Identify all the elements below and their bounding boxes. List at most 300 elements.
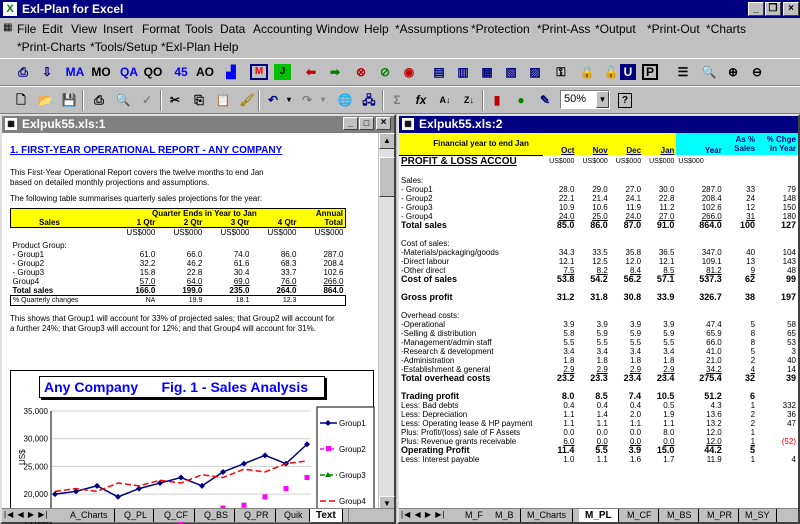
data-point [94, 483, 100, 489]
pl-cell: 2.9 [663, 365, 675, 374]
print-icon[interactable]: ⎙ [94, 93, 104, 107]
pl-row-label: Cost of sales [401, 274, 458, 284]
zoom-icon[interactable]: 🔍 [701, 65, 717, 79]
pl-cell: 27.0 [658, 212, 675, 221]
pl-cell: 27.0 [625, 185, 642, 194]
app-icon[interactable]: X [3, 2, 17, 16]
cell: 74.0 [233, 250, 250, 259]
legend-label: Group4 [339, 497, 366, 506]
j-button[interactable]: J [274, 64, 291, 80]
pl-cell [643, 302, 676, 311]
pl-cell [576, 302, 609, 311]
pl-cell: 1.9 [663, 410, 675, 419]
pl-cell: 143 [782, 257, 796, 266]
redo-dropdown-icon[interactable]: ▾ [320, 95, 325, 104]
data-point [52, 491, 58, 497]
pl-cell: 12.1 [558, 257, 575, 266]
menu-data[interactable]: Data [220, 22, 246, 36]
grid-2-icon[interactable]: ▥ [457, 65, 469, 79]
pct-change-header-2: in Year [769, 144, 796, 153]
pl-cell: 1.1 [629, 419, 642, 428]
cell: 46.2 [186, 259, 203, 268]
tab-q-cf[interactable]: Q_CF [158, 509, 195, 522]
tab-m-pr[interactable]: M_PR [701, 509, 739, 522]
pl-cell [643, 230, 676, 239]
pl-cell [610, 230, 643, 239]
pl-row [399, 275, 798, 284]
pl-cell: 12 [746, 203, 756, 212]
redo-icon[interactable]: ↷ [301, 93, 313, 107]
pl-cell: 13.6 [706, 410, 722, 419]
tab-m-charts[interactable]: M_Charts [521, 509, 573, 522]
pl-row-label: Less: Bad debts [401, 401, 459, 410]
pl-cell: 65 [787, 329, 796, 338]
tab-quik[interactable]: Quik [278, 509, 310, 522]
pl-cell: 15.0 [656, 445, 675, 455]
quarterly-assumptions-button[interactable]: QA [120, 65, 138, 79]
help-icon[interactable]: ? [618, 93, 632, 108]
pl-row-label: Operating Profit [401, 445, 470, 455]
print-report-icon[interactable]: ⎙ [18, 65, 28, 79]
pl-cell: 100 [740, 220, 756, 230]
web-toolbar-icon[interactable]: 🖧 [362, 93, 376, 107]
tab-a-charts[interactable]: A_Charts [64, 509, 115, 522]
pl-cell: 0.4 [563, 401, 575, 410]
report-para-3b: a further 24%; that Group3 will account for 12%; and that Group4 will account for 31%. [10, 324, 316, 333]
pl-cell: 2 [750, 356, 756, 365]
monthly-output-button[interactable]: MO [91, 65, 111, 79]
chart-plot [11, 405, 375, 513]
zoom-in-icon[interactable]: ⊕ [727, 65, 739, 79]
pl-cell: 1.6 [629, 455, 642, 464]
unit-cell: US$000 [649, 157, 675, 165]
print-setup-icon[interactable]: ⇩ [41, 65, 53, 79]
col-header: 1 Qtr [136, 218, 156, 227]
zoom-out-icon[interactable]: ⊖ [751, 65, 763, 79]
left-hscroll[interactable] [348, 509, 392, 522]
pl-cell: 11.4 [557, 445, 575, 455]
pl-cell: 1.8 [596, 356, 608, 365]
pl-row-label: Less: Interest payable [401, 455, 480, 464]
open-folder-icon[interactable]: 📂 [37, 93, 53, 107]
grid-5-icon[interactable]: ▨ [529, 65, 541, 79]
pl-cell: 21.4 [592, 194, 608, 203]
menu-output[interactable]: *Output [595, 22, 636, 36]
button-45[interactable]: 45 [174, 65, 188, 79]
pl-cell: 1.1 [663, 419, 675, 428]
pl-cell: 99 [785, 274, 796, 284]
pl-cell: 1.7 [663, 455, 675, 464]
report-heading: 1. FIRST-YEAR OPERATIONAL REPORT - ANY COMPANY [10, 145, 283, 156]
cell: 15.8 [139, 268, 156, 277]
cell: 57.0 [139, 277, 156, 286]
pl-cell [543, 302, 576, 311]
cell: 287.0 [323, 250, 344, 259]
tab-q-pr[interactable]: Q_PR [238, 509, 276, 522]
u-button[interactable]: U [620, 64, 636, 80]
left-window-title: Exlpuk55.xls:1 [22, 117, 106, 131]
pl-cell [543, 176, 576, 185]
m-button[interactable]: M [250, 64, 268, 80]
pl-cell: 1.1 [563, 419, 575, 428]
col-header: 3 Qtr [230, 218, 250, 227]
pl-cell: 127 [780, 220, 796, 230]
p-button[interactable]: P [642, 64, 658, 80]
pl-cell: 28.0 [558, 185, 575, 194]
menu-window[interactable]: Window [316, 22, 359, 36]
pl-row-label: -Administration [401, 356, 455, 365]
tab-m-sy[interactable]: M_SY [739, 509, 777, 522]
sort-descending-icon[interactable]: Z↓ [464, 95, 474, 105]
tab-text[interactable]: Text [310, 509, 343, 522]
pl-row [399, 410, 798, 419]
menu-file[interactable]: File [17, 22, 37, 36]
legend-label: Group1 [339, 419, 366, 428]
lock-icon[interactable]: 🔒 [579, 65, 595, 79]
row-label: Total sales [12, 286, 54, 295]
cell: 19.9 [188, 297, 203, 304]
pl-row [399, 311, 798, 320]
tab-nav-arrows[interactable]: |◀ ◀ ▶ ▶| [4, 510, 49, 519]
hyperlink-icon[interactable]: 🌐 [337, 93, 353, 107]
pl-row [399, 455, 798, 464]
menu-print-ass[interactable]: *Print-Ass [537, 22, 591, 36]
monthly-assumptions-button[interactable]: MA [65, 65, 85, 79]
pl-row-label: Less: Depreciation [401, 410, 468, 419]
right-window-icon[interactable]: ▦ [402, 118, 414, 130]
menu-insert[interactable]: Insert [103, 22, 134, 36]
right-sheet-tabs [399, 508, 798, 522]
pl-cell: 1 [750, 455, 756, 464]
left-maximize-icon[interactable]: □ [359, 117, 374, 130]
pl-row [399, 203, 798, 212]
pl-cell: 44.2 [704, 445, 722, 455]
data-point [262, 452, 268, 458]
annual-output-button[interactable]: AO [196, 65, 214, 79]
paste-icon[interactable]: 📋 [215, 93, 231, 107]
zoom-dropdown-icon[interactable]: ▼ [596, 91, 609, 108]
format-painter-icon[interactable]: 🖌 [239, 93, 255, 107]
workbook-icon[interactable]: ▦ [3, 22, 13, 33]
pl-cell [676, 230, 723, 239]
map-icon[interactable]: ● [517, 93, 525, 107]
tab-m-pl[interactable]: M_PL [579, 509, 619, 522]
pl-cell: 12.0 [625, 257, 642, 266]
pl-cell [757, 446, 798, 455]
cell: 33.7 [280, 268, 297, 277]
pl-cell: 347.0 [701, 248, 722, 257]
tab-m-f[interactable]: M_F [459, 509, 490, 522]
pl-cell: 102.6 [701, 203, 722, 212]
spellcheck-icon[interactable]: ✓ [141, 93, 153, 107]
pl-cell [676, 302, 723, 311]
y-tick-label: 35,000 [23, 407, 48, 416]
pl-cell [757, 428, 798, 437]
menu-help[interactable]: Help [364, 22, 389, 36]
pl-row [399, 257, 798, 266]
restore-icon[interactable]: ❐ [765, 2, 781, 16]
quarterly-changes-row [11, 296, 346, 306]
pl-cell: 5.9 [596, 329, 608, 338]
pl-cell: 104 [782, 248, 796, 257]
pl-row-label: Less: Operating lease & HP payment [401, 419, 533, 428]
check-green-icon[interactable]: ⊘ [379, 65, 391, 79]
pl-cell: 66.0 [706, 338, 722, 347]
pl-cell: 3 [791, 347, 796, 356]
app-title: Exl-Plan for Excel [22, 2, 124, 16]
pl-cell: 31.8 [590, 292, 608, 302]
pl-cell: 2 [750, 410, 756, 419]
pl-cell: 332 [782, 401, 796, 410]
drawing-icon[interactable]: ✎ [539, 93, 551, 107]
pl-cell: 4 [750, 365, 756, 374]
menu-charts[interactable]: *Charts [706, 22, 747, 36]
cut-icon[interactable]: ✂ [169, 93, 181, 107]
pl-cell: 3.9 [629, 320, 642, 329]
pl-cell [543, 311, 576, 320]
arrow-left-icon[interactable]: ⬅ [305, 65, 317, 79]
pl-row-label: Total overhead costs [401, 373, 491, 383]
unlock-icon[interactable]: 🔓 [603, 65, 619, 79]
pl-row-label: -Operational [401, 320, 446, 329]
pl-cell: 2.9 [596, 365, 608, 374]
left-close-icon[interactable]: × [376, 117, 391, 130]
pl-cell: 48 [787, 266, 796, 275]
quarter-ends-header: Quarter Ends in Year to Jan [151, 209, 257, 218]
sort-ascending-icon[interactable]: A↓ [439, 95, 451, 105]
target-icon[interactable]: ◉ [403, 65, 415, 79]
list-icon[interactable]: ☰ [677, 65, 689, 79]
grid-4-icon[interactable]: ▧ [505, 65, 517, 79]
cell: 864.0 [323, 286, 344, 295]
cell: 235.0 [229, 286, 250, 295]
pl-cell: 5.8 [563, 329, 575, 338]
pl-cell: 11.9 [626, 203, 642, 212]
row-label: Group4 [12, 277, 40, 286]
menu-tools-setup[interactable]: *Tools/Setup [90, 40, 158, 54]
pl-row-label: -Other direct [401, 266, 446, 275]
left-window-icon[interactable]: ▦ [5, 118, 17, 130]
menu-print-charts[interactable]: *Print-Charts [17, 40, 86, 54]
pl-cell [543, 230, 576, 239]
pl-cell: 62 [745, 274, 756, 284]
pl-row-label: -Establishment & general [401, 365, 491, 374]
right-window-title: Exlpuk55.xls:2 [419, 117, 503, 131]
undo-icon[interactable]: ↶ [267, 93, 279, 107]
row-label: - Group3 [12, 268, 45, 277]
copy-icon[interactable]: ⎘ [194, 93, 204, 107]
pl-cell: 24.1 [625, 194, 642, 203]
grid-3-icon[interactable]: ▦ [481, 65, 493, 79]
pl-cell: 1 [750, 401, 756, 410]
key-icon[interactable]: ⚿ [556, 65, 566, 79]
pl-cell [676, 167, 723, 176]
y-tick-label: 25,000 [23, 462, 48, 472]
menu-assumptions[interactable]: *Assumptions [395, 22, 469, 36]
pl-cell [643, 311, 676, 320]
month-header: Nov [576, 133, 609, 155]
pl-row [399, 293, 798, 302]
pl-cell [610, 239, 643, 248]
pl-cell: 8.4 [629, 266, 642, 275]
left-minimize-icon[interactable]: _ [343, 117, 358, 130]
pl-row [399, 374, 798, 383]
arrow-right-icon[interactable]: ➡ [329, 65, 341, 79]
pl-cell: 1.1 [596, 455, 608, 464]
pl-cell: 2.0 [629, 410, 642, 419]
pl-cell: 53.8 [556, 274, 575, 284]
pl-cell [676, 176, 723, 185]
pl-row-label: Total sales [401, 220, 447, 230]
menu-exl-plan-help[interactable]: *Exl-Plan Help [161, 40, 239, 54]
cell: NA [145, 297, 156, 304]
autosum-icon[interactable]: Σ [393, 93, 401, 107]
pl-row [399, 347, 798, 356]
pl-row-label: - Group3 [401, 203, 433, 212]
pl-cell: 14 [787, 365, 796, 374]
tab-q-bs[interactable]: Q_BS [198, 509, 235, 522]
tab-m-cf[interactable]: M_CF [621, 509, 659, 522]
menu-view[interactable]: View [71, 22, 97, 36]
minimize-icon[interactable]: _ [748, 2, 764, 16]
report-para-1a: This First-Year Operational Report covers the twelve months to end Jan [10, 168, 264, 177]
data-point [115, 494, 121, 500]
unit-cell: US$000 [220, 228, 250, 237]
pl-cell: 4.3 [710, 401, 722, 410]
year-header: Year [676, 133, 723, 155]
pl-cell: 12.0 [706, 437, 722, 446]
pl-row-label: - Group1 [401, 185, 433, 194]
cell: 66.0 [186, 250, 203, 259]
unit-cell: US$000 [615, 157, 642, 165]
pct-sales-header: As % [735, 135, 756, 144]
menu-edit[interactable]: Edit [42, 22, 63, 36]
cell: 69.0 [233, 277, 250, 286]
cell: 61.6 [233, 259, 250, 268]
data-point [241, 461, 247, 467]
pl-cell: 5.5 [663, 338, 675, 347]
pl-cell: 23.4 [656, 373, 675, 383]
pl-row [399, 320, 798, 329]
pl-cell: 5.5 [629, 338, 642, 347]
table-row [11, 259, 346, 268]
pl-cell: 23.3 [590, 373, 608, 383]
pl-cell: 5 [750, 320, 756, 329]
menu-print-out[interactable]: *Print-Out [647, 22, 700, 36]
menu-protection[interactable]: *Protection [471, 22, 530, 36]
pl-row-label: Overhead costs: [401, 311, 460, 320]
pl-cell [643, 167, 676, 176]
pl-cell: 197 [780, 292, 796, 302]
cell: 208.4 [323, 259, 344, 268]
pl-row [399, 185, 798, 194]
month-header: Jan [643, 133, 676, 155]
pl-cell: 5 [750, 347, 756, 356]
grid-1-icon[interactable]: ▤ [433, 65, 445, 79]
chart-wizard-icon[interactable]: ▮ [493, 93, 501, 107]
unit-cell: US$000 [582, 157, 608, 165]
pl-row-label: - Group2 [401, 194, 433, 203]
tab-q-pl[interactable]: Q_PL [118, 509, 154, 522]
row-label: - Group1 [12, 250, 45, 259]
save-icon[interactable]: 💾 [61, 93, 77, 107]
pl-cell [757, 230, 798, 239]
pl-row-label: -Selling & distribution [401, 329, 477, 338]
pl-cell [676, 311, 723, 320]
pl-cell [610, 302, 643, 311]
unit-cell: US$000 [126, 228, 156, 237]
pl-cell [576, 176, 609, 185]
pl-row [399, 401, 798, 410]
pl-cell: 150 [782, 203, 796, 212]
cell: 166.0 [135, 286, 156, 295]
right-window-titlebar [399, 116, 798, 133]
pl-cell: 1.4 [596, 410, 608, 419]
pl-row-label: Trading profit [401, 391, 459, 401]
pl-cell: 1.8 [629, 356, 642, 365]
menu-tools[interactable]: Tools [185, 22, 214, 36]
pl-row-label: Cost of sales: [401, 239, 450, 248]
pl-cell [724, 302, 757, 311]
pl-cell: 7.5 [563, 266, 575, 275]
legend-label: Group3 [339, 471, 366, 480]
print-preview-icon[interactable]: 🔍 [115, 93, 131, 107]
pl-cell: (52) [781, 437, 796, 446]
new-file-icon[interactable]: 🗋 [16, 93, 26, 107]
col-header: Total [298, 218, 345, 228]
scroll-up-icon[interactable]: ▲ [379, 133, 395, 149]
tab-m-bs[interactable]: M_BS [661, 509, 699, 522]
pl-cell: 864.0 [699, 220, 722, 230]
menu-accounting[interactable]: Accounting [253, 22, 313, 36]
col-header: 4 Qtr [277, 218, 297, 227]
quarterly-output-button[interactable]: QO [143, 65, 163, 79]
right-tab-nav-arrows[interactable]: |◀ ◀ ▶ ▶| [401, 510, 446, 519]
pl-cell [724, 176, 757, 185]
left-vertical-scrollbar[interactable] [378, 133, 394, 512]
pl-cell: 6.0 [563, 437, 575, 446]
pl-cell [757, 239, 798, 248]
pl-cell: 33.5 [592, 248, 608, 257]
pl-cell: 0.0 [663, 437, 675, 446]
pl-cell [724, 167, 757, 176]
scroll-down-icon[interactable]: ▼ [379, 496, 395, 512]
sales-chart[interactable] [10, 370, 374, 512]
pl-cell [676, 239, 723, 248]
data-point [284, 486, 289, 491]
pl-row [399, 230, 798, 239]
undo-dropdown-icon[interactable]: ▾ [286, 95, 291, 104]
pl-cell: 12.5 [592, 257, 608, 266]
table-row [11, 268, 346, 277]
menu-format[interactable]: Format [142, 22, 181, 36]
pl-cell: 1.8 [563, 356, 575, 365]
pl-cell: 5.5 [596, 338, 608, 347]
tab-m-b[interactable]: M_B [489, 509, 521, 522]
function-icon[interactable]: fx [415, 93, 427, 107]
bar-chart-icon[interactable]: ▟ [226, 65, 236, 79]
close-icon[interactable]: × [783, 2, 799, 16]
pl-cell [610, 311, 643, 320]
pl-row [399, 419, 798, 428]
pl-cell: 86.0 [590, 220, 608, 230]
scroll-thumb[interactable] [379, 157, 395, 197]
pl-row-label: Sales: [401, 176, 424, 185]
pl-row [399, 338, 798, 347]
exlplan-toolbar [0, 58, 800, 86]
pct-change-header: % Chge [766, 135, 796, 144]
check-red-icon[interactable]: ⊗ [355, 65, 367, 79]
